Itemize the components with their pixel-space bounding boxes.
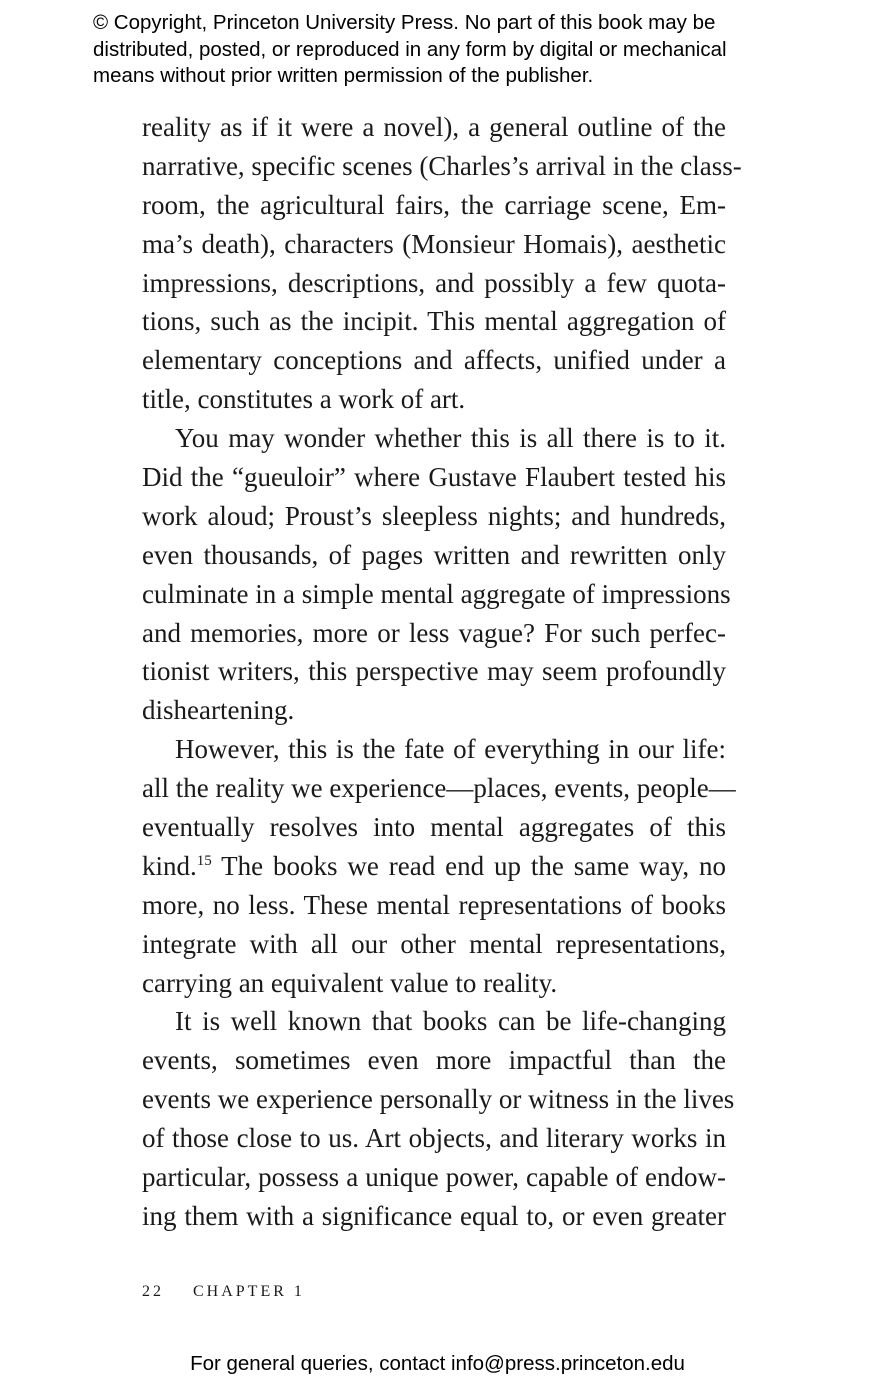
text-line: particular, possess a unique power, capable of endow- bbox=[142, 1162, 726, 1193]
text-line: tionist writers, this perspective may seem profoundly bbox=[142, 656, 726, 687]
text-line: even thousands, of pages written and rewritten only bbox=[142, 539, 726, 570]
copyright-line: means without prior written permission of the publisher. bbox=[93, 64, 594, 87]
text-line: all the reality we experience—places, events, people— bbox=[142, 773, 736, 804]
text-line: room, the agricultural fairs, the carriage scene, Em- bbox=[142, 189, 726, 220]
text-line-start: kind. bbox=[142, 850, 197, 881]
footer-contact: For general queries, contact info@press.princeton.edu bbox=[190, 1352, 685, 1375]
copyright-notice bbox=[93, 10, 813, 90]
text-line: ing them with a significance equal to, or even greater bbox=[142, 1200, 726, 1231]
paragraph bbox=[142, 730, 736, 1002]
text-line: narrative, specific scenes (Charles’s arrival in the class- bbox=[142, 150, 742, 181]
text-line: more, no less. These mental representations of books bbox=[142, 889, 726, 920]
text-line-end: The books we read end up the same way, no bbox=[221, 850, 726, 881]
paragraph bbox=[142, 108, 742, 419]
text-line: ma’s death), characters (Monsieur Homais), aesthetic bbox=[142, 228, 726, 259]
text-line: integrate with all our other mental representations, bbox=[142, 928, 726, 959]
text-line: Did the “gueuloir” where Gustave Flaubert tested his bbox=[142, 462, 726, 493]
text-line: events, sometimes even more impactful than the bbox=[142, 1045, 726, 1076]
text-line: You may wonder whether this is all there is to it. bbox=[175, 423, 726, 454]
text-line: tions, such as the incipit. This mental aggregation of bbox=[142, 306, 726, 337]
page-number: 22 bbox=[142, 1283, 164, 1300]
text-line: carrying an equivalent value to reality. bbox=[142, 967, 558, 998]
text-line-with-footnote bbox=[142, 847, 726, 886]
text-line: work aloud; Proust’s sleepless nights; and hundreds, bbox=[142, 500, 726, 531]
text-line: and memories, more or less vague? For such perfec- bbox=[142, 617, 726, 648]
paragraph bbox=[142, 1002, 735, 1235]
text-line: However, this is the fate of everything in our life: bbox=[175, 734, 726, 765]
copyright-line: distributed, posted, or reproduced in any form by digital or mechanical bbox=[93, 37, 727, 61]
text-line: eventually resolves into mental aggregates of this bbox=[142, 812, 726, 843]
paragraph bbox=[142, 419, 731, 730]
text-line: disheartening. bbox=[142, 695, 295, 726]
text-line: elementary conceptions and affects, unified under a bbox=[142, 345, 726, 376]
page-folio bbox=[142, 1283, 305, 1301]
footnote-marker: 15 bbox=[196, 852, 212, 869]
text-line: title, constitutes a work of art. bbox=[142, 384, 466, 415]
text-line: impressions, descriptions, and possibly a few quota- bbox=[142, 267, 726, 298]
running-head: CHAPTER 1 bbox=[193, 1283, 305, 1300]
body-text bbox=[142, 108, 742, 1236]
text-line: It is well known that books can be life-changing bbox=[175, 1006, 726, 1037]
text-line: culminate in a simple mental aggregate of impressions bbox=[142, 578, 731, 609]
text-line: reality as if it were a novel), a general outline of the bbox=[142, 112, 726, 142]
text-line: of those close to us. Art objects, and literary works in bbox=[142, 1123, 726, 1154]
text-line: events we experience personally or witness in the lives bbox=[142, 1084, 735, 1115]
copyright-line: © Copyright, Princeton University Press. No part of this book may be bbox=[93, 11, 716, 34]
